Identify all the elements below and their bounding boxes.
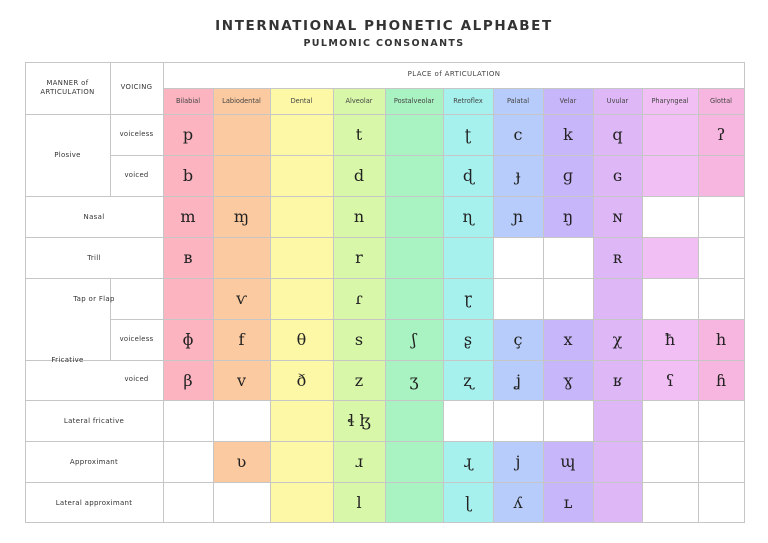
ipa-symbol: d [353, 166, 365, 185]
ipa-symbol: ʀ [612, 248, 623, 267]
blank-cell [642, 400, 698, 441]
ipa-symbol: ɻ [463, 452, 473, 471]
ipa-symbol: ɦ [715, 370, 727, 390]
ipa-symbol: l [356, 493, 362, 512]
ipa-symbol: ɴ [612, 207, 623, 226]
column-header-alveolar: Alveolar [345, 97, 373, 105]
column-header-bilabial: Bilabial [175, 97, 201, 105]
ipa-symbol: r [355, 248, 363, 267]
ipa-symbol: h [715, 330, 727, 349]
column-header-velar: Velar [559, 97, 577, 105]
ipa-symbol: t [355, 125, 363, 144]
voicing-label-voiceless: voiceless [119, 129, 154, 138]
ipa-symbol: ɸ [182, 330, 194, 349]
manner-tap-or-flap: Tap or Flap [73, 294, 115, 303]
ipa-symbol: ɲ [512, 207, 524, 226]
ipa-symbol: k [563, 125, 573, 144]
column-header-glottal: Glottal [709, 97, 733, 105]
ipa-symbol: s [354, 330, 364, 349]
blank-cell [163, 482, 213, 523]
blank-cell [642, 278, 698, 319]
blank-cell [642, 441, 698, 482]
ipa-consonant-table [25, 62, 745, 523]
ipa-symbol: ɡ [562, 166, 574, 185]
ipa-symbol: ʋ [236, 452, 247, 471]
ipa-symbol: θ [296, 330, 307, 349]
manner-plosive: Plosive [54, 151, 81, 159]
blank-cell [698, 278, 744, 319]
blank-cell [213, 400, 270, 441]
ipa-symbol: z [354, 370, 364, 390]
manner-trill: Trill [87, 253, 101, 262]
blank-cell [698, 482, 744, 523]
ipa-symbol: n [353, 207, 365, 226]
column-header-uvular: Uvular [606, 97, 629, 105]
ipa-symbol: ʕ [665, 370, 675, 390]
ipa-symbol: ɣ [563, 370, 573, 390]
page-title: INTERNATIONAL PHONETIC ALPHABET [215, 18, 553, 34]
blank-cell [698, 400, 744, 441]
column-header-postalveolar: Postalveolar [393, 97, 435, 105]
grid-line [385, 88, 386, 523]
ipa-symbol: ɾ [355, 289, 363, 308]
column-band-postalveolar [385, 88, 443, 523]
blank-cell [493, 278, 543, 319]
ipa-symbol: ʝ [515, 370, 521, 390]
column-header-labiodental: Labiodental [222, 97, 261, 105]
manner-lateral-fricative: Lateral fricative [63, 416, 125, 425]
ipa-symbol: ʁ [612, 370, 623, 390]
header-voicing: VOICING [120, 83, 153, 92]
column-header-retroflex: Retroflex [453, 97, 483, 105]
header-manner: MANNER of ARTICULATION [40, 78, 95, 96]
ipa-symbol: v [236, 370, 247, 390]
ipa-symbol: ɽ [464, 289, 472, 308]
voicing-label-voiced: voiced [124, 375, 149, 383]
column-header-dental: Dental [290, 97, 313, 105]
ipa-symbol: x [563, 330, 573, 349]
ipa-symbol: ʙ [183, 248, 193, 267]
ipa-symbol: ʐ [463, 370, 473, 390]
column-header-palatal: Palatal [506, 97, 530, 105]
ipa-symbol: ɬ ɮ [347, 411, 371, 430]
blank-cell [443, 400, 493, 441]
ipa-symbol: ɟ [515, 166, 521, 185]
blank-cell [493, 237, 543, 278]
blank-cell [163, 400, 213, 441]
voicing-label-voiceless: voiceless [119, 334, 154, 343]
blank-cell [698, 237, 744, 278]
blank-cell [213, 482, 270, 523]
blank-cell [163, 441, 213, 482]
manner-nasal: Nasal [83, 212, 105, 221]
ipa-symbol: q [612, 125, 623, 144]
ipa-symbol: ɳ [462, 207, 474, 226]
ipa-symbol: β [183, 370, 193, 390]
ipa-symbol: ʃ [411, 330, 417, 349]
ipa-symbol: ħ [664, 330, 676, 349]
blank-cell [543, 237, 593, 278]
ipa-symbol: ɹ [354, 452, 363, 471]
ipa-symbol: ʂ [463, 330, 473, 349]
ipa-symbol: m [180, 207, 196, 226]
blank-cell [642, 196, 698, 237]
voicing-label-voiced: voiced [124, 170, 149, 179]
column-header-pharyngeal: Pharyngeal [651, 97, 689, 105]
ipa-symbol: ʟ [563, 493, 573, 512]
ipa-symbol: ⱱ [236, 289, 247, 308]
ipa-symbol: ɭ [465, 493, 471, 512]
ipa-symbol: ʔ [716, 125, 726, 144]
grid-line [270, 88, 271, 523]
ipa-symbol: ʈ [464, 125, 472, 144]
header-place: PLACE of ARTICULATION [407, 70, 501, 79]
blank-cell [698, 196, 744, 237]
blank-cell [493, 400, 543, 441]
manner-lateral-approximant: Lateral approximant [55, 498, 133, 507]
grid-line [744, 88, 745, 523]
ipa-symbol: χ [612, 330, 623, 349]
ipa-symbol: ŋ [562, 207, 574, 226]
manner-approximant: Approximant [69, 457, 119, 466]
ipa-symbol: p [182, 125, 194, 144]
ipa-symbol: ɰ [560, 452, 576, 471]
ipa-symbol: b [182, 166, 194, 185]
blank-cell [543, 400, 593, 441]
ipa-symbol: j [515, 452, 521, 471]
ipa-symbol: ɢ [612, 166, 623, 185]
ipa-symbol: c [513, 125, 523, 144]
blank-cell [543, 278, 593, 319]
ipa-symbol: ɱ [233, 207, 250, 226]
ipa-symbol: f [238, 330, 245, 349]
ipa-symbol: ʎ [513, 493, 523, 512]
ipa-symbol: ç [513, 330, 523, 349]
page-subtitle: PULMONIC CONSONANTS [303, 38, 465, 49]
manner-fricative: Fricative [51, 355, 84, 364]
grid-line [642, 88, 643, 523]
blank-cell [642, 482, 698, 523]
ipa-symbol: ð [296, 370, 307, 390]
ipa-symbol: ɖ [462, 166, 474, 185]
blank-cell [698, 441, 744, 482]
ipa-symbol: ʒ [409, 370, 419, 390]
column-band-dental [270, 88, 333, 523]
